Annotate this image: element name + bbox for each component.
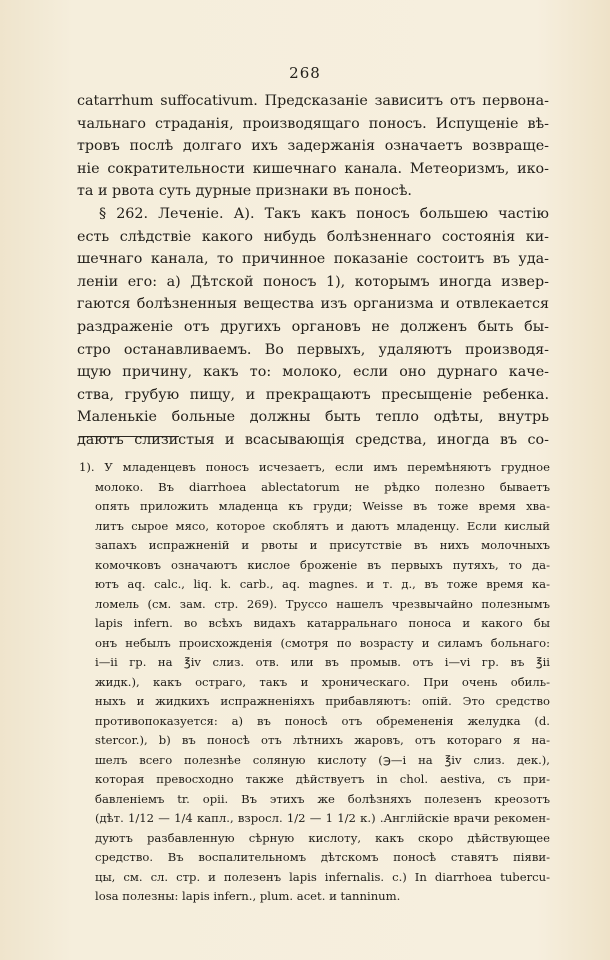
text-line: есть слѣдствіе какого нибудь болѣзненнаго состоянія ки- [77,228,549,245]
footnote-line: онъ небылъ происхожденія (смотря по возрасту и силамъ больнаго: [95,635,550,650]
footnote-line: losa полезны: lapis infern., plum. acet. и tanninum. [95,889,401,903]
footnote-line: которая превосходно также дѣйствуетъ in chol. aestiva, съ при- [95,772,550,786]
page-number: 268 [289,64,321,82]
text-line: шечнаго канала, то причинное показаніе состоитъ въ уда- [77,251,549,268]
footnote-line: опять приложить младенца къ груди; Weisse въ тоже время хва- [95,499,550,513]
footnote-line: ныхъ и жидкихъ испражненіяхъ прибавляютъ: опій. Это средство [95,694,550,708]
footnote-line: комочковъ означаютъ кислое броженіе въ первыхъ путяхъ, то да- [95,557,550,572]
footnote-divider [79,436,179,437]
footnote-line: запахъ испражненій и рвоты и присутствіе въ нихъ молочныхъ [95,538,550,552]
text-line: раздраженіе отъ другихъ органовъ не долженъ быть бы- [77,318,549,335]
footnote-line: бавленіемъ tr. opii. Въ этихъ же болѣзняхъ полезенъ креозотъ [95,791,550,806]
footnote-line: i—ii гр. на ℥iv слиз. отв. или въ промыв. отъ i—vi гр. въ ℥ii [95,655,550,669]
footnote-line: lapis infern. во всѣхъ видахъ катарральнаго поноса и какого бы [95,616,550,630]
text-line: Маленькіе больные должны быть тепло одѣты, внутрь [77,409,549,426]
text-line: щую причину, какъ то: молоко, если оно дурнаго каче- [77,364,549,381]
main-text-block [77,90,549,452]
text-line: ства, грубую пищу, и прекращаютъ пресыщеніе ребенка. [77,386,549,403]
footnote-line: 1). У младенцевъ поносъ исчезаетъ, если имъ перемѣняютъ грудное [79,460,550,474]
footnote-line: литъ сырое мясо, которое скоблятъ и даютъ младенцу. Если кислый [95,518,550,533]
text-line: леніи его: а) Дѣтской поносъ 1), которымъ иногда извер- [77,273,549,290]
footnote-line: дуютъ разбавленную сѣрную кислоту, какъ скоро дѣйствующее [95,830,550,845]
text-line: гаются болѣзненныя вещества изъ организма и отвлекается [77,296,549,313]
footnote-line: противопоказуется: а) въ поносѣ отъ обремененія желудка (d. [95,713,550,728]
text-line: даютъ слизистыя и всасывающія средства, иногда въ со- [77,431,549,448]
text-line: та и рвота суть дурные признаки въ поносѣ. [77,183,412,200]
footnote-line: шелъ всего полезнѣе соляную кислоту (℈—i на ℥iv слиз. дек.), [95,752,550,767]
footnote-line: stercor.), b) въ поносѣ отъ лѣтнихъ жаровъ, отъ котораго я на- [95,733,550,747]
footnote-line: жидк.), какъ остраго, такъ и хроническаго. При очень обиль- [95,674,550,689]
footnote-line: цы, см. сл. стр. и полезенъ lapis infernalis. c.) In diarrhoea tubercu- [95,869,550,884]
footnote-block [79,458,550,907]
footnote-line: (дѣт. 1/12 — 1/4 капл., взросл. 1/2 — 1 1/2 к.) .Англійскіе врачи рекомен- [95,811,550,825]
footnote-line: ломель (см. зам. стр. 269). Труссо нашелъ чрезвычайно полезнымъ [95,596,550,611]
text-line: чальнаго страданія, производящаго поносъ. Испущеніе вѣ- [77,115,549,132]
text-line: ніе сократительности кишечнаго канала. Метеоризмъ, ико- [77,160,549,177]
text-line: catarrhum suffocativum. Предсказаніе зависитъ отъ первона- [77,93,549,109]
footnote-line: ютъ aq. calc., liq. k. carb., aq. magnes. и т. д., въ тоже время ка- [95,577,550,591]
footnote-line: молоко. Въ diarrhoea ablectatorum не рѣдко полезно бываетъ [95,479,550,494]
text-line: тровъ послѣ долгаго ихъ задержанія означаетъ возвраще- [77,138,549,155]
footnote-line: средство. Въ воспалительномъ дѣтскомъ поносѣ ставятъ піяви- [95,850,550,864]
section-heading-line: § 262. Леченіе. А). Такъ какъ поносъ большею частію [99,205,549,222]
text-line: стро останавливаемъ. Во первыхъ, удаляютъ производя- [77,341,549,358]
